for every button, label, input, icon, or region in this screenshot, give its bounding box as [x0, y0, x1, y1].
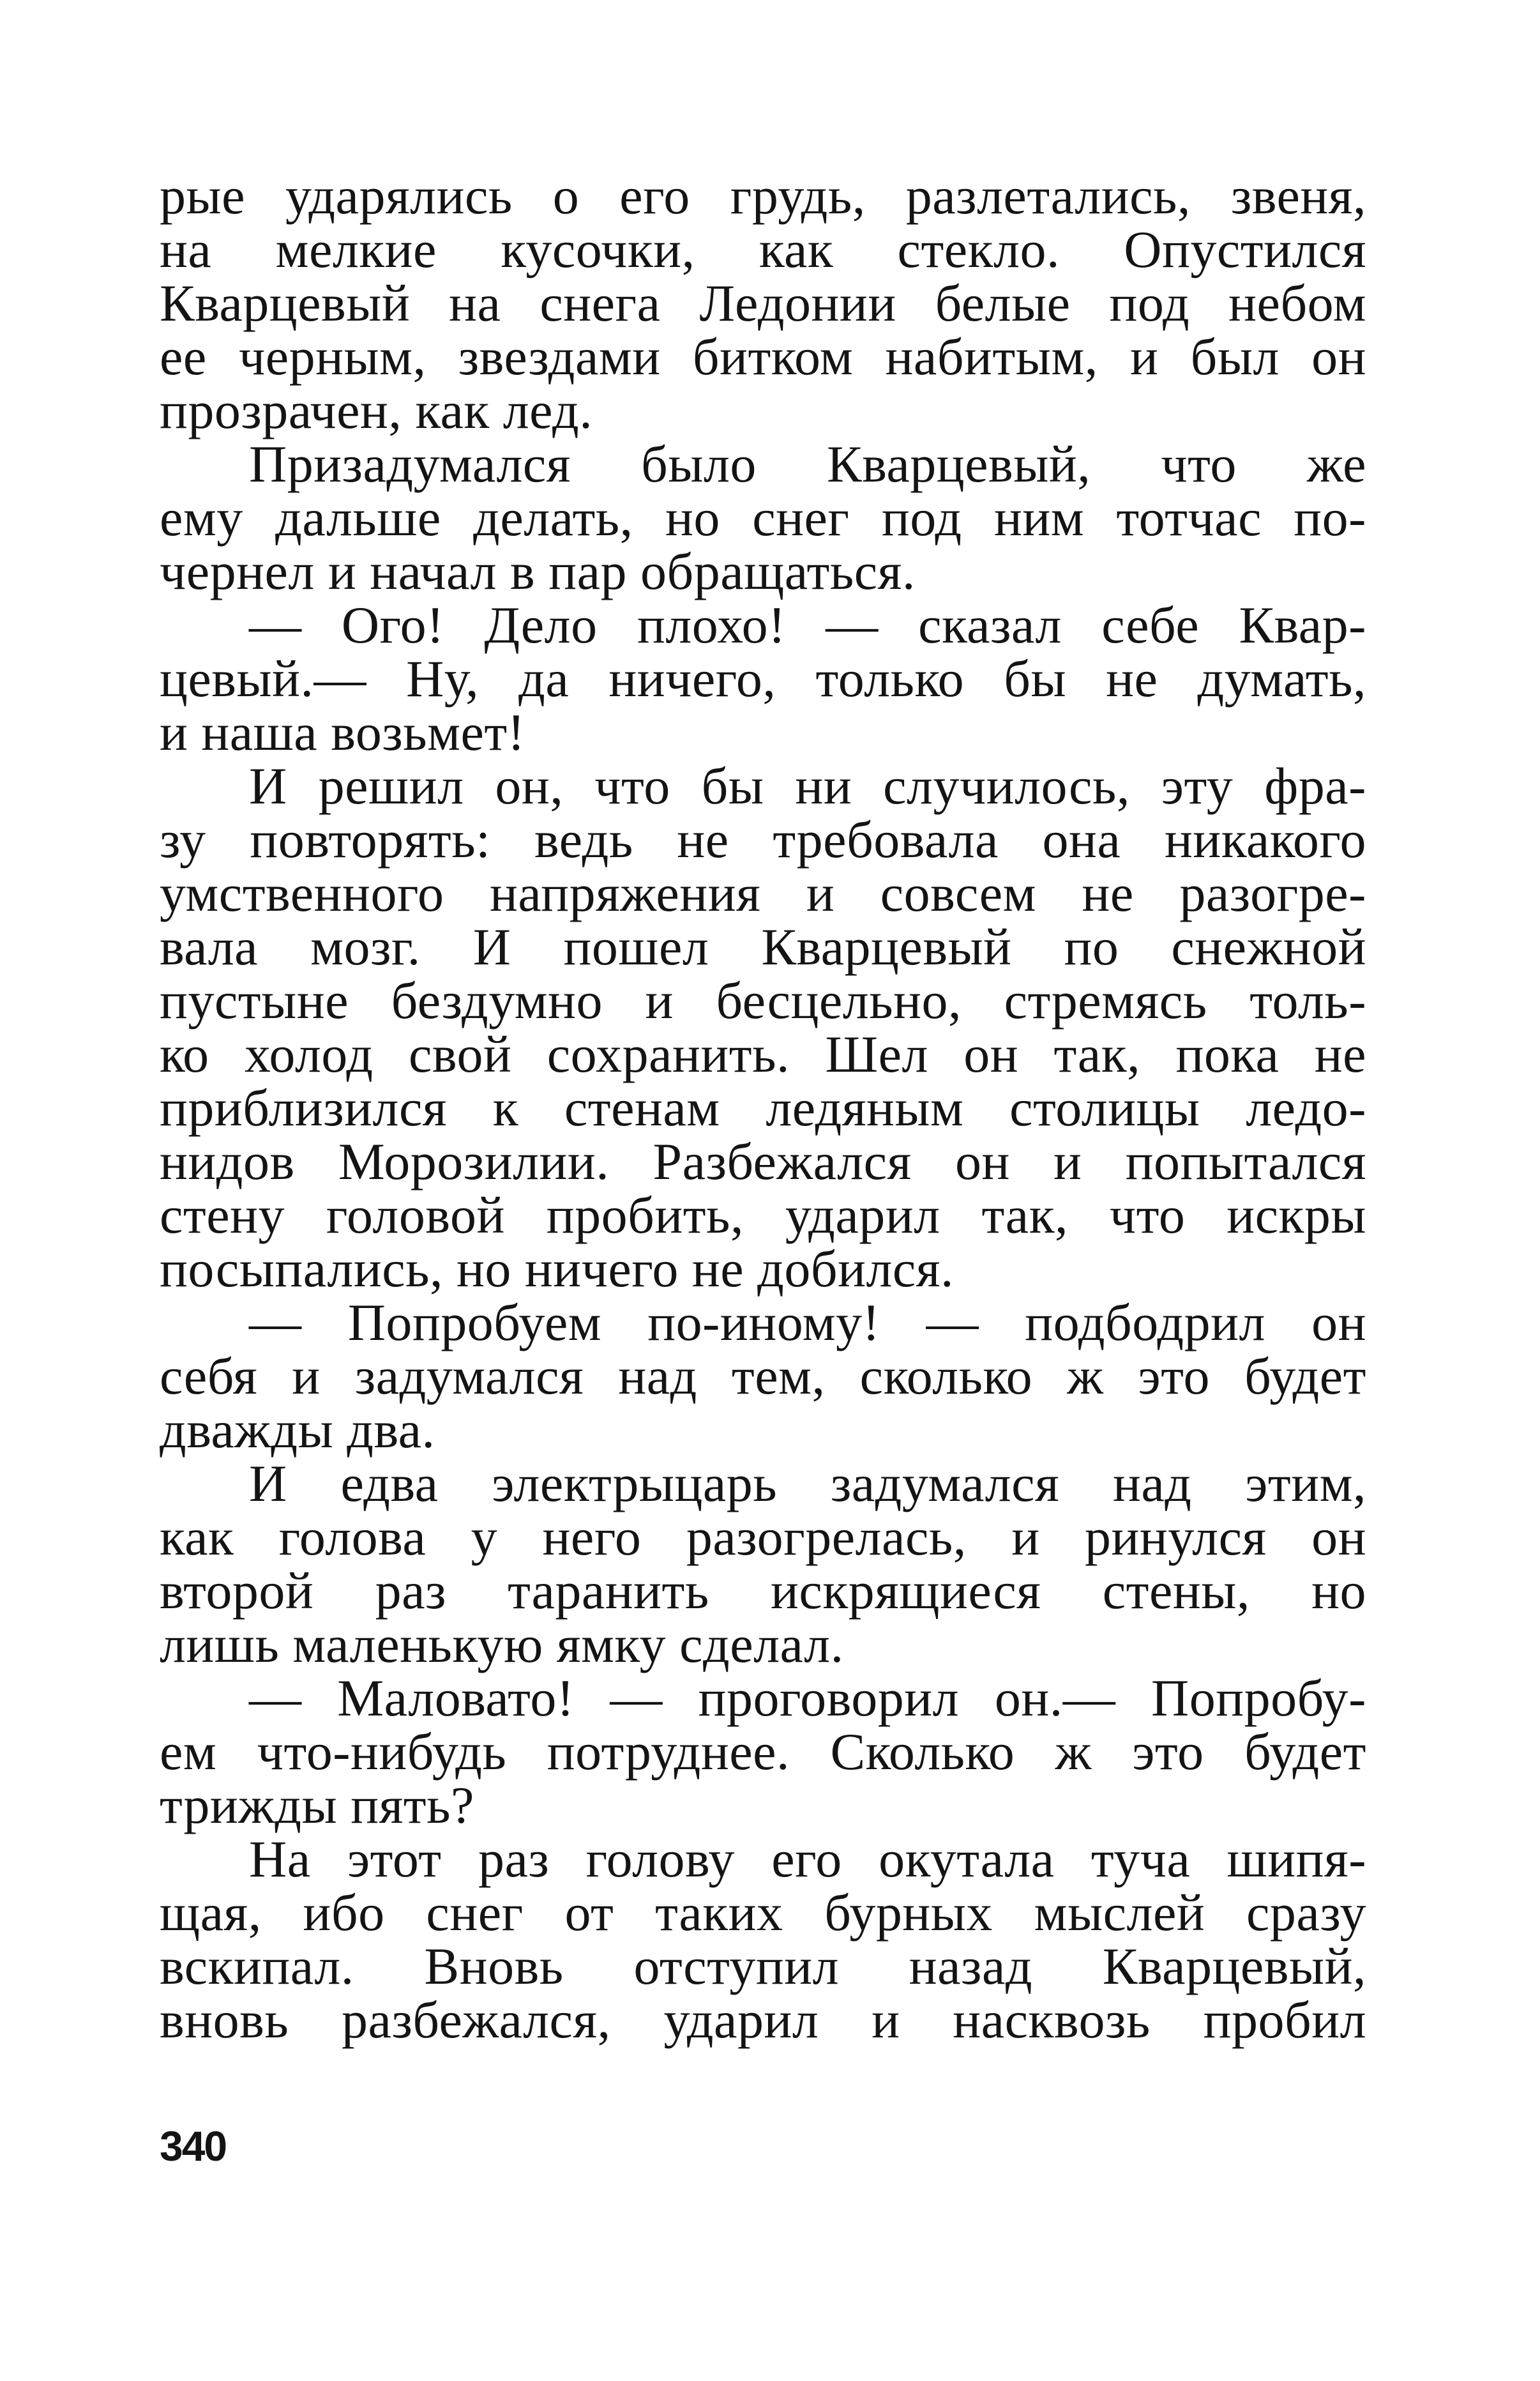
text-line: ее черным, звездами битком набитым, и был он — [160, 328, 1366, 386]
text-line: и наша возьмет! — [160, 703, 525, 761]
text-line: — Ого! Дело плохо! — сказал себе Квар- — [249, 596, 1366, 654]
text-line: — Маловато! — проговорил он.— Попробу- — [249, 1669, 1366, 1727]
text-line: И едва электрыцарь задумался над этим, — [249, 1454, 1366, 1512]
text-line: Призадумался было Кварцевый, что же — [249, 435, 1366, 493]
text-line: дважды два. — [160, 1401, 435, 1459]
text-line: приблизился к стенам ледяным столицы ледо- — [160, 1079, 1366, 1137]
text-line: цевый.— Ну, да ничего, только бы не думать, — [160, 650, 1366, 708]
text-line: посыпались, но ничего не добился. — [160, 1240, 955, 1298]
text-line: стену головой пробить, ударил так, что искры — [160, 1186, 1366, 1244]
text-line: щая, ибо снег от таких бурных мыслей сразу — [160, 1883, 1366, 1942]
text-line: чернел и начал в пар обращаться. — [160, 542, 916, 600]
text-line: вскипал. Вновь отступил назад Кварцевый, — [160, 1937, 1366, 1995]
text-line: умственного напряжения и совсем не разогре- — [160, 864, 1366, 922]
text-line: И решил он, что бы ни случилось, эту фра- — [249, 757, 1366, 815]
text-line: Кварцевый на снега Ледонии белые под небом — [160, 274, 1366, 332]
text-line: лишь маленькую ямку сделал. — [160, 1615, 844, 1673]
text-line: себя и задумался над тем, сколько ж это будет — [160, 1347, 1366, 1405]
text-line: На этот раз голову его окутала туча шипя- — [249, 1830, 1366, 1888]
text-line: — Попробуем по-иному! — подбодрил он — [249, 1293, 1366, 1351]
text-line: на мелкие кусочки, как стекло. Опустился — [160, 220, 1366, 278]
text-line: как голова у него разогрелась, и ринулся он — [160, 1508, 1366, 1566]
text-line: зу повторять: ведь не требовала она никакого — [160, 810, 1366, 869]
text-line: рые ударялись о его грудь, разлетались, звеня, — [160, 167, 1366, 225]
text-line: ко холод свой сохранить. Шел он так, пока не — [160, 1025, 1366, 1083]
text-line: ем что-нибудь потруднее. Сколько ж это будет — [160, 1723, 1366, 1781]
text-line: вала мозг. И пошел Кварцевый по снежной — [160, 918, 1366, 976]
text-line: второй раз таранить искрящиеся стены, но — [160, 1562, 1366, 1620]
text-line: трижды пять? — [160, 1776, 474, 1834]
text-line: вновь разбежался, ударил и насквозь пробил — [160, 1991, 1366, 2049]
text-line: нидов Морозилии. Разбежался он и попытался — [160, 1132, 1366, 1190]
text-line: ему дальше делать, но снег под ним тотчас по- — [160, 489, 1366, 547]
text-line: прозрачен, как лед. — [160, 381, 593, 439]
text-line: пустыне бездумно и бесцельно, стремясь толь- — [160, 971, 1366, 1030]
page-number: 340 — [160, 2122, 227, 2170]
